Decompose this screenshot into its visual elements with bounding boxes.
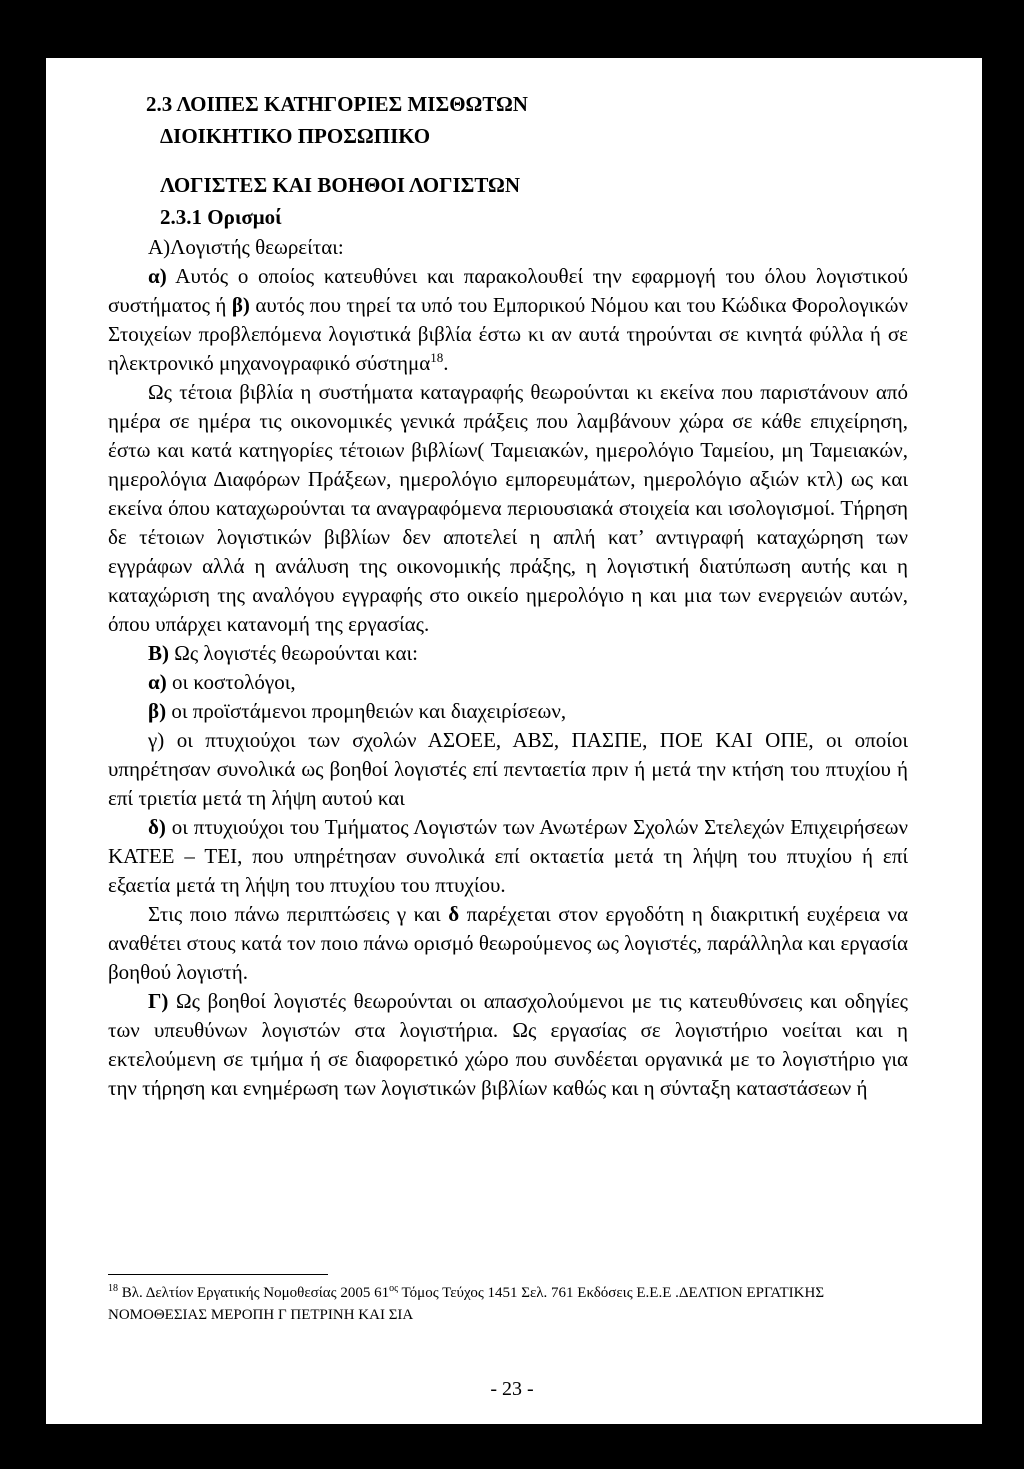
b-item-a-label: α) — [148, 670, 167, 694]
b-section-heading — [108, 639, 908, 668]
group-heading: ΛΟΓΙΣΤΕΣ ΚΑΙ ΒΟΗΘΟΙ ΛΟΓΙΣΤΩΝ — [160, 173, 520, 197]
a-section-definition — [108, 262, 908, 378]
b-item-b — [108, 697, 908, 726]
item-a-label: α) — [148, 264, 167, 288]
c-label: Γ) — [148, 989, 169, 1013]
a-section-heading: Α)Λογιστής θεωρείται: — [148, 235, 344, 259]
footnote-text-pre: Βλ. Δελτίον Εργατικής Νομοθεσίας 2005 61 — [118, 1285, 390, 1301]
footnote-ordinal: ος — [389, 1283, 399, 1294]
item-b-end: . — [443, 351, 449, 375]
b-note-d: δ — [448, 902, 460, 926]
b-item-b-label: β) — [148, 699, 167, 723]
c-section — [108, 987, 908, 1103]
b-item-d-label: δ) — [148, 815, 166, 839]
item-b-text: αυτός που τηρεί τα υπό του Εμπορικού Νόμου και του Κώδικα Φορολογικών Στοιχείων προβλεπόμενα λογιστικά βιβλία έστω κι αν αυτά τηρούνται σε κινητά φύλλα ή σε ηλεκτρονικό μηχανογραφικό σύστημα — [108, 293, 908, 375]
footnote-text-post: Τόμος Τεύχος 1451 Σελ. 761 Εκδόσεις Ε.Ε.Ε .ΔΕΛΤΙΟΝ ΕΡΓΑΤΙΚΗΣ ΝΟΜΟΘΕΣΙΑΣ ΜΕΡΟΠΗ Γ ΠΕΤΡΙΝΗ ΚΑΙ ΣΙΑ — [108, 1285, 825, 1323]
section-title: 2.3 ΛΟΙΠΕΣ ΚΑΤΗΓΟΡΙΕΣ ΜΙΣΘΩΤΩΝ — [146, 92, 528, 116]
item-b-label: β) — [231, 293, 250, 317]
b-label: Β) — [148, 641, 169, 665]
b-item-a-text: οι κοστολόγοι, — [166, 670, 296, 694]
footnote — [108, 1282, 908, 1326]
item-a-text: Αυτός ο οποίος κατευθύνει και παρακολουθεί την εφαρμογή του όλου λογιστικού συστήματος ή — [108, 264, 908, 317]
document-body — [108, 88, 908, 1103]
b-heading-text: Ως λογιστές θεωρούνται και: — [169, 641, 418, 665]
b-item-c: γ) οι πτυχιούχοι των σχολών ΑΣΟΕΕ, ΑΒΣ, ΠΑΣΠΕ, ΠΟΕ ΚΑΙ ΟΠΕ, οι οποίοι υπηρέτησαν συνολικά ως βοηθοί λογιστές επί πενταετία πριν ή μετά την κτήση του πτυχίου ή επί τριετία μετά τη λήψη αυτού και — [108, 728, 908, 810]
b-note-pre: Στις ποιο πάνω περιπτώσεις γ και — [148, 902, 449, 926]
b-note-post: παρέχεται στον εργοδότη η διακριτική ευχέρεια να αναθέτει στους κατά τον ποιο πάνω ορισμό θεωρούμενος ως λογιστές, παράλληλα και εργασία βοηθού λογιστή. — [108, 902, 908, 984]
section-subtitle: ΔΙΟΙΚΗΤΙΚΟ ΠΡΟΣΩΠΙΚΟ — [160, 124, 431, 148]
footnote-number: 18 — [108, 1283, 118, 1294]
a-section-paragraph: Ως τέτοια βιβλία η συστήματα καταγραφής θεωρούνται κι εκείνα που παριστάνουν από ημέρα σε ημέρα τις οικονομικές γενικά πράξεις που λαμβάνουν χώρα σε κάθε επιχείρηση, έστω και κατά κατηγορίες τέτοιων βιβλίων( Ταμειακών, ημερολόγιο Ταμείου, μη Ταμειακών, ημερολόγια Διαφόρων Πράξεων, ημερολόγιο εμπορευμάτων, ημερολόγιο αξιών κτλ) ως και εκείνα όπου καταχωρούνται τα αναγραφόμενα περιουσιακά στοιχεία και ισολογισμοί. Τήρηση δε τέτοιων λογιστικών βιβλίων δεν αποτελεί η απλή κατ’ αντιγραφή καταχώρηση των εγγράφων αλλά η ανάλυση της οικονομικής πράξης, η λογιστική διατύπωση αυτής και η καταχώριση της αναλόγου εγγραφής στο οικείο ημερολόγιο η και μια των ενεργειών αυτών, όπου υπάρχει κατανομή της εργασίας. — [108, 380, 908, 636]
footnote-reference[interactable]: 18 — [430, 350, 444, 365]
b-item-b-text: οι προϊστάμενοι προμηθειών και διαχειρίσεων, — [166, 699, 567, 723]
b-note — [108, 900, 908, 987]
b-item-d — [108, 813, 908, 900]
b-item-d-text: οι πτυχιούχοι του Τμήματος Λογιστών των Ανωτέρων Σχολών Στελεχών Επιχειρήσεων ΚΑΤΕΕ – ΤΕΙ, που υπηρέτησαν συνολικά επί οκταετία μετά τη λήψη του πτυχίου ή επί εξαετία μετά τη λήψη του πτυχίου του πτυχίου. — [108, 815, 908, 897]
page-number: - 23 - — [490, 1378, 534, 1400]
b-item-a — [108, 668, 908, 697]
subsection-heading: 2.3.1 Ορισμοί — [160, 205, 282, 229]
c-text: Ως βοηθοί λογιστές θεωρούνται οι απασχολούμενοι με τις κατευθύνσεις και οδηγίες των υπευθύνων λογιστών στα λογιστήρια. Ως εργασίας σε λογιστήριο νοείται και η εκτελούμενη σε τμήμα ή σε διαφορετικό χώρο που συνδέεται οργανικά με το λογιστήριο για την τήρηση και ενημέρωση των λογιστικών βιβλίων καθώς και η σύνταξη καταστάσεων ή — [108, 989, 908, 1100]
footnote-divider — [108, 1274, 328, 1275]
